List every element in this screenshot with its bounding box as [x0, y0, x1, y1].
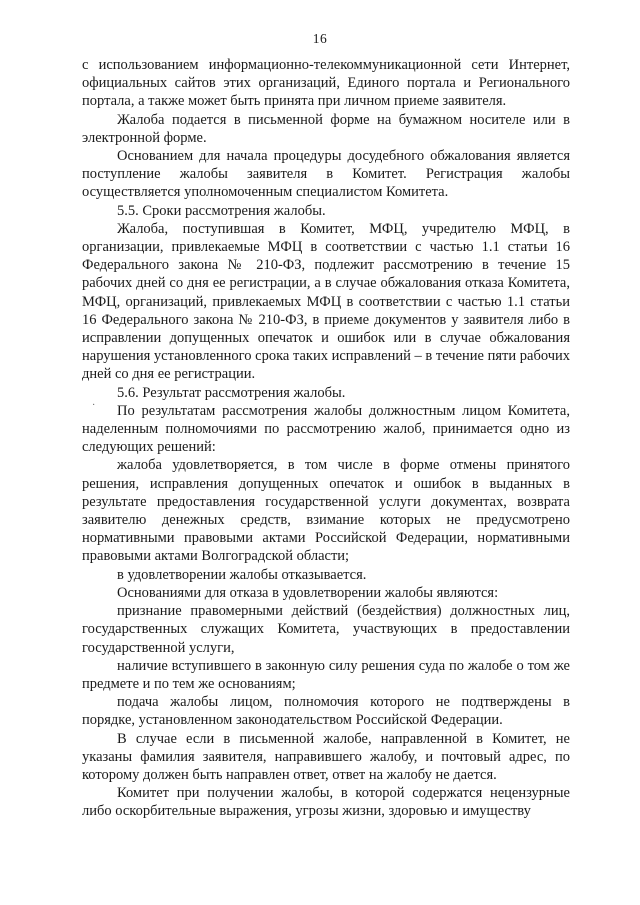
paragraph: 5.6. Результат рассмотрения жалобы.: [117, 384, 346, 401]
document-body: [82, 56, 570, 821]
paragraph: жалоба удовлетворяется, в том числе в форме отмены принятого решения, исправления допущенных опечаток и ошибок в выданных в результате предоставления государственной услуги документах, возврата заявителю денежных средств, взимание которых не предусмотрено нормативными правовыми актами Российской Федерации, нормативными правовыми актами Волгоградской области;: [82, 457, 570, 565]
paragraph: 5.5. Сроки рассмотрения жалобы.: [117, 202, 326, 219]
paragraph: В случае если в письменной жалобе, направленной в Комитет, не указаны фамилия заявителя, направившего жалобу, и почтовый адрес, по которому должен быть направлен ответ, ответ на жалобу не дается.: [82, 730, 570, 783]
page-number: 16: [312, 31, 328, 46]
paragraph: Основаниями для отказа в удовлетворении жалобы являются:: [117, 584, 499, 601]
paragraph: в удовлетворении жалобы отказывается.: [117, 566, 367, 583]
paragraph: наличие вступившего в законную силу решения суда по жалобе о том же предмете и по тем же основаниям;: [82, 657, 570, 692]
paragraph: Жалоба, поступившая в Комитет, МФЦ, учредителю МФЦ, в организации, привлекаемые МФЦ в соответствии с частью 1.1 статьи 16 Федерального закона № 210-ФЗ, подлежит рассмотрению в течение 15 рабочих дней со дня ее регистрации, а в случае обжалования отказа Комитета, МФЦ, организаций, привлекаемых МФЦ в соответствии с частью 1.1 статьи 16 Федерального закона № 210-ФЗ, в приеме документов у заявителя либо в исправлении допущенных опечаток и ошибок или в случае обжалования нарушения установленного срока таких исправлений – в течение пяти рабочих дней со дня ее регистрации.: [82, 220, 570, 383]
scan-mark: ·: [92, 400, 96, 411]
paragraph: Жалоба подается в письменной форме на бумажном носителе или в электронной форме.: [82, 111, 570, 146]
paragraph: признание правомерными действий (бездействия) должностных лиц, государственных служащих Комитета, участвующих в предоставлении государственной услуги,: [82, 603, 570, 656]
paragraph: Основанием для начала процедуры досудебного обжалования является поступление жалобы заявителя в Комитет. Регистрация жалобы осуществляется уполномоченным специалистом Комитета.: [82, 148, 570, 201]
paragraph: подача жалобы лицом, полномочия которого не подтверждены в порядке, установленном законодательством Российской Федерации.: [82, 694, 570, 729]
paragraph: По результатам рассмотрения жалобы должностным лицом Комитета, наделенным полномочиями по рассмотрению жалоб, принимается одно из следующих решений:: [82, 402, 570, 456]
paragraph: Комитет при получении жалобы, в которой содержатся нецензурные либо оскорбительные выражения, угрозы жизни, здоровью и имуществу: [82, 785, 570, 820]
paragraph: с использованием информационно-телекоммуникационной сети Интернет, официальных сайтов этих организаций, Единого портала и Регионального портала, а также может быть принята при личном приеме заявителя.: [82, 57, 570, 110]
